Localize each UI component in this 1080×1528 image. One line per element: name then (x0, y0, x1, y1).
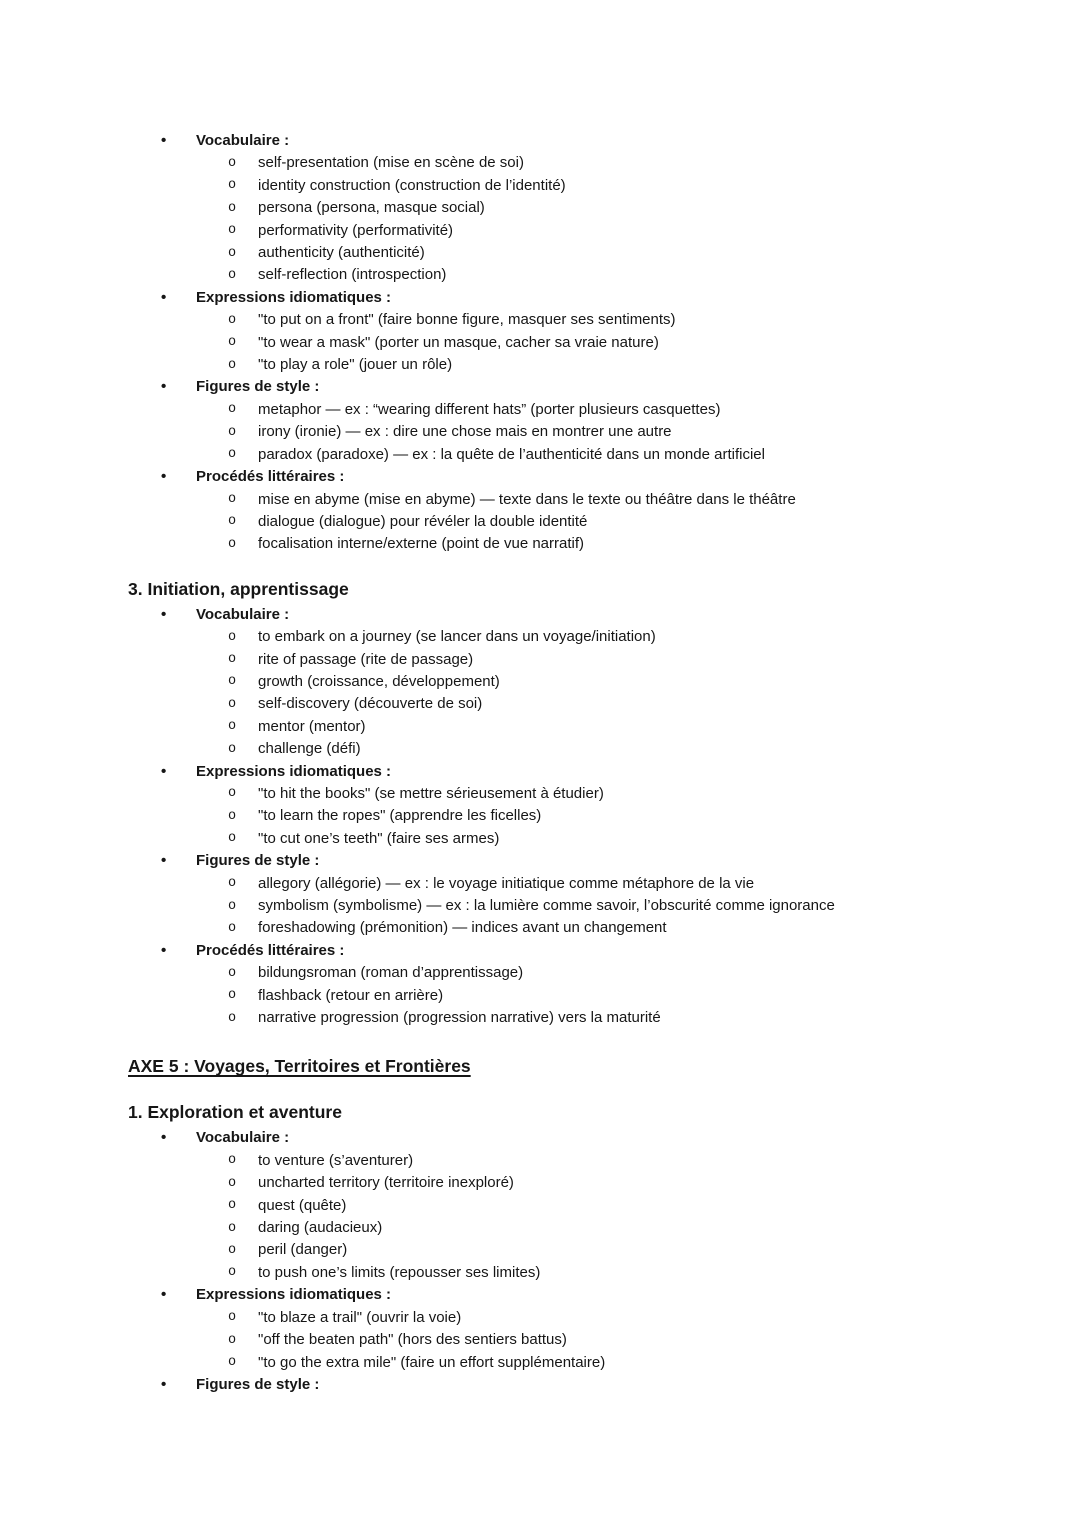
list-item-text: paradox (paradoxe) — ex : la quête de l’authenticité dans un monde artificiel (258, 445, 765, 463)
list-item-level2 (128, 242, 1028, 264)
list-item-text: Expressions idiomatiques : (196, 288, 392, 306)
list-item-level2 (128, 421, 1028, 443)
list-item-level1 (128, 376, 1028, 398)
list-item-level2 (128, 220, 1028, 242)
list-item-level1 (128, 940, 1028, 962)
list-item-text: focalisation interne/externe (point de vue narratif) (258, 535, 585, 553)
list-item-text: "to go the extra mile" (faire un effort supplémentaire) (258, 1353, 606, 1371)
list-item-text: Figures de style : (196, 852, 320, 870)
list-item-text: Procédés littéraires : (196, 941, 345, 959)
list-item-text: metaphor — ex : “wearing different hats” (porter plusieurs casquettes) (258, 400, 721, 418)
list-item-level1 (128, 1127, 1028, 1149)
list-item-text: Vocabulaire : (196, 1129, 290, 1147)
list-item-text: "to hit the books" (se mettre sérieusement à étudier) (258, 784, 604, 802)
list-item-text: flashback (retour en arrière) (258, 986, 444, 1004)
list-item-level2 (128, 197, 1028, 219)
circle-bullet-icon: o (228, 808, 237, 824)
circle-bullet-icon: o (228, 1010, 237, 1026)
disc-bullet-icon: • (161, 941, 167, 959)
disc-bullet-icon: • (161, 378, 167, 396)
list-item-text: "to wear a mask" (porter un masque, cacher sa vraie nature) (258, 333, 659, 351)
circle-bullet-icon: o (228, 335, 237, 351)
circle-bullet-icon: o (228, 312, 237, 328)
disc-bullet-icon: • (161, 468, 167, 486)
list-item-level1 (128, 466, 1028, 488)
disc-bullet-icon: • (161, 852, 167, 870)
list-item-level2 (128, 693, 1028, 715)
list-item-text: "to play a role" (jouer un rôle) (258, 356, 453, 374)
circle-bullet-icon: o (228, 245, 237, 261)
circle-bullet-icon: o (228, 1355, 237, 1370)
list-item-level2 (128, 309, 1028, 331)
list-item-level1 (128, 130, 1028, 152)
disc-bullet-icon: • (161, 288, 167, 306)
list-item-level2 (128, 917, 1028, 939)
list-item-text: "to cut one’s teeth" (faire ses armes) (258, 829, 500, 847)
circle-bullet-icon: o (228, 741, 237, 757)
disc-bullet-icon: • (161, 1375, 167, 1393)
list-item-text: symbolism (symbolisme) — ex : la lumière comme savoir, l’obscurité comme ignorance (258, 897, 835, 914)
circle-bullet-icon: o (228, 652, 237, 668)
list-item-level2 (128, 1195, 1028, 1217)
circle-bullet-icon: o (228, 965, 237, 981)
list-item-level2 (128, 1262, 1028, 1284)
circle-bullet-icon: o (228, 492, 237, 507)
list-item-level2 (128, 873, 1028, 895)
list-item-level2 (128, 738, 1028, 760)
disc-bullet-icon: • (161, 605, 167, 623)
circle-bullet-icon: o (228, 178, 237, 194)
circle-bullet-icon: o (228, 831, 237, 847)
list-item-text: dialogue (dialogue) pour révéler la double identité (258, 512, 588, 530)
circle-bullet-icon: o (228, 223, 237, 239)
list-item-level2 (128, 1352, 1028, 1374)
circle-bullet-icon: o (228, 1175, 237, 1191)
list-item-text: uncharted territory (territoire inexploré) (258, 1174, 514, 1192)
list-item-text: authenticity (authenticité) (258, 244, 425, 262)
list-item-level1 (128, 1284, 1028, 1306)
list-item-level2 (128, 533, 1028, 555)
circle-bullet-icon: o (228, 514, 237, 530)
list-item-level2 (128, 805, 1028, 827)
circle-bullet-icon: o (228, 536, 237, 552)
list-item-level2 (128, 175, 1028, 197)
circle-bullet-icon: o (228, 1153, 237, 1169)
list-item-level2 (128, 152, 1028, 174)
list-item-text: Expressions idiomatiques : (196, 762, 392, 780)
circle-bullet-icon: o (228, 1198, 237, 1214)
circle-bullet-icon: o (228, 786, 237, 802)
list-item-level2 (128, 895, 1028, 917)
disc-bullet-icon: • (161, 1286, 167, 1304)
circle-bullet-icon: o (228, 876, 237, 892)
main-heading: AXE 5 : Voyages, Territoires et Frontières (128, 1056, 471, 1077)
circle-bullet-icon: o (228, 1310, 237, 1326)
list-item-text: mentor (mentor) (258, 717, 366, 735)
sub-heading: 1. Exploration et aventure (128, 1102, 342, 1123)
circle-bullet-icon: o (228, 988, 237, 1004)
circle-bullet-icon: o (228, 719, 237, 735)
list-item-text: Vocabulaire : (196, 605, 290, 623)
list-item-text: allegory (allégorie) — ex : le voyage initiatique comme métaphore de la vie (258, 874, 755, 892)
list-item-text: to embark on a journey (se lancer dans un voyage/initiation) (258, 628, 656, 646)
circle-bullet-icon: o (228, 696, 237, 712)
list-item-level2 (128, 332, 1028, 354)
list-item-text: Figures de style : (196, 1375, 320, 1393)
circle-bullet-icon: o (228, 447, 237, 463)
list-item-level2 (128, 399, 1028, 421)
disc-bullet-icon: • (161, 762, 167, 780)
list-item-level2 (128, 1172, 1028, 1194)
circle-bullet-icon: o (228, 357, 237, 373)
list-item-level2 (128, 489, 1028, 511)
list-item-level1 (128, 761, 1028, 783)
list-item-text: narrative progression (progression narrative) vers la maturité (258, 1009, 661, 1027)
list-item-level1 (128, 604, 1028, 626)
list-item-level2 (128, 1307, 1028, 1329)
list-item-text: Figures de style : (196, 378, 320, 396)
list-item-text: identity construction (construction de l’identité) (258, 176, 566, 194)
list-item-level2 (128, 1007, 1028, 1029)
list-item-level2 (128, 264, 1028, 286)
list-item-level1 (128, 850, 1028, 872)
list-item-text: challenge (défi) (258, 740, 361, 758)
circle-bullet-icon: o (228, 629, 237, 645)
list-item-text: Expressions idiomatiques : (196, 1286, 392, 1304)
list-item-level2 (128, 1239, 1028, 1261)
list-item-level2 (128, 649, 1028, 671)
list-item-level2 (128, 985, 1028, 1007)
list-item-text: "off the beaten path" (hors des sentiers battus) (258, 1331, 567, 1349)
disc-bullet-icon: • (161, 1129, 167, 1147)
circle-bullet-icon: o (228, 1265, 237, 1281)
list-item-level2 (128, 783, 1028, 805)
list-item-text: mise en abyme (mise en abyme) — texte dans le texte ou théâtre dans le théâtre (258, 490, 796, 508)
circle-bullet-icon: o (228, 1242, 237, 1258)
list-item-text: peril (danger) (258, 1241, 348, 1259)
circle-bullet-icon: o (228, 402, 237, 418)
circle-bullet-icon: o (228, 424, 237, 440)
list-item-text: to venture (s’aventurer) (258, 1151, 414, 1169)
list-item-text: persona (persona, masque social) (258, 199, 485, 217)
list-item-level1 (128, 287, 1028, 309)
list-item-text: foreshadowing (prémonition) — indices avant un changement (258, 919, 667, 937)
circle-bullet-icon: o (228, 155, 237, 171)
circle-bullet-icon: o (228, 200, 237, 216)
list-item-level2 (128, 716, 1028, 738)
circle-bullet-icon: o (228, 1332, 237, 1348)
list-item-text: "to put on a front" (faire bonne figure, masquer ses sentiments) (258, 311, 676, 329)
list-item-level2 (128, 962, 1028, 984)
list-item-text: growth (croissance, développement) (258, 672, 500, 690)
disc-bullet-icon: • (161, 132, 167, 149)
list-item-text: self-presentation (mise en scène de soi) (258, 154, 524, 172)
list-item-text: Procédés littéraires : (196, 468, 345, 486)
document-page (128, 130, 1028, 1396)
list-item-level2 (128, 354, 1028, 376)
list-item-text: to push one’s limits (repousser ses limites) (258, 1263, 541, 1281)
list-item-text: rite of passage (rite de passage) (258, 650, 474, 668)
sub-heading: 3. Initiation, apprentissage (128, 578, 349, 599)
list-item-text: daring (audacieux) (258, 1219, 383, 1237)
circle-bullet-icon: o (228, 898, 237, 914)
list-item-text: Vocabulaire : (196, 132, 290, 149)
list-item-text: performativity (performativité) (258, 221, 454, 239)
list-item-level2 (128, 626, 1028, 648)
list-item-text: bildungsroman (roman d’apprentissage) (258, 964, 524, 982)
circle-bullet-icon: o (228, 1220, 237, 1236)
list-item-text: quest (quête) (258, 1196, 347, 1214)
circle-bullet-icon: o (228, 920, 237, 936)
list-item-text: irony (ironie) — ex : dire une chose mais en montrer une autre (258, 423, 672, 441)
list-item-level2 (128, 444, 1028, 466)
list-item-text: self-reflection (introspection) (258, 266, 447, 284)
list-item-text: "to learn the ropes" (apprendre les ficelles) (258, 807, 542, 825)
list-item-level2 (128, 1329, 1028, 1351)
list-item-level2 (128, 828, 1028, 850)
list-item-level2 (128, 671, 1028, 693)
list-item-text: "to blaze a trail" (ouvrir la voie) (258, 1308, 462, 1326)
circle-bullet-icon: o (228, 674, 237, 690)
list-item-level2 (128, 1150, 1028, 1172)
list-item-level1 (128, 1374, 1028, 1396)
circle-bullet-icon: o (228, 267, 237, 283)
list-item-level2 (128, 511, 1028, 533)
list-item-text: self-discovery (découverte de soi) (258, 695, 483, 713)
list-item-level2 (128, 1217, 1028, 1239)
